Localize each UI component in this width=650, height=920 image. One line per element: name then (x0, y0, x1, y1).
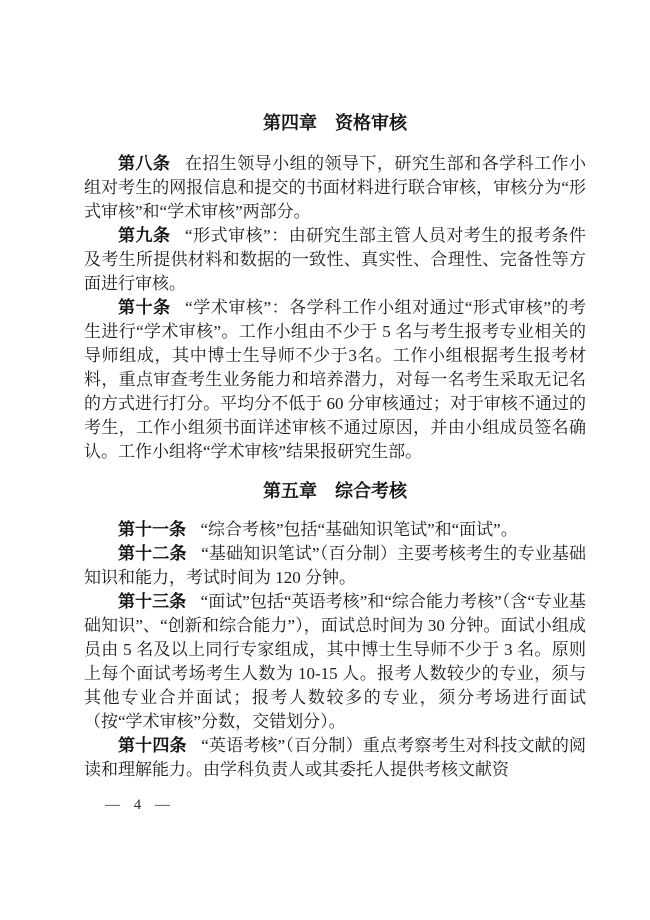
article-14 (84, 734, 586, 782)
article-13-text: “面试”包括“英语考核”和“综合能力考核”（含“专业基础知识”、“创新和综合能力”），面试总时间为 30 分钟。面试小组成员由 5 名及以上同行专家组成，其中博士生导师不少于 3 名。原则上每个面试考场考生人数为 10-15 人。报考人数较少的专业，须与其他专业合并面试；报考人数较多的专业，须分考场进行面试（按“学术审核”分数，交错划分）。 (84, 592, 586, 731)
chapter-4-heading: 第四章 资格审核 (263, 113, 407, 133)
article-12-text: “基础知识笔试”（百分制）主要考核考生的专业基础知识和能力，考试时间为 120 分钟。 (84, 544, 587, 587)
chapter-4-section (84, 111, 586, 464)
article-8-label: 第八条 (118, 154, 171, 173)
article-10-text: “学术审核”：各学科工作小组对通过“形式审核”的考生进行“学术审核”。工作小组由不少于 5 名与考生报考专业相关的导师组成，其中博士生导师不少于3名。工作小组根据考生报考材料，重点审查考生业务能力和培养潜力，对每一名考生采取无记名的方式进行打分。平均分不低于 60 分审核通过；对于审核不通过的考生，工作小组须书面详述审核不通过原因，并由小组成员签名确认。工作小组将“学术审核”结果报研究生部。 (84, 298, 587, 461)
article-12 (84, 542, 586, 590)
article-11-text: “综合考核”包括“基础知识笔试”和“面试”。 (200, 520, 518, 539)
article-11-label: 第十一条 (118, 520, 186, 539)
article-14-text: “英语考核”（百分制）重点考察考生对科技文献的阅读和理解能力。由学科负责人或其委托人提供考核文献资 (84, 736, 587, 779)
article-10 (84, 296, 586, 464)
article-8 (84, 152, 586, 224)
article-10-label: 第十条 (118, 298, 171, 317)
article-13-label: 第十三条 (118, 592, 187, 611)
article-9 (84, 224, 586, 296)
article-14-label: 第十四条 (118, 736, 187, 755)
article-11 (84, 518, 586, 542)
article-9-text: “形式审核”：由研究生部主管人员对考生的报考条件及考生所提供材料和数据的一致性、真实性、合理性、完备性等方面进行审核。 (84, 226, 587, 293)
article-9-label: 第九条 (118, 226, 171, 245)
article-12-label: 第十二条 (118, 544, 187, 563)
chapter-5-heading: 第五章 综合考核 (263, 481, 407, 501)
chapter-5-section (84, 479, 586, 782)
article-8-text: 在招生领导小组的领导下，研究生部和各学科工作小组对考生的网报信息和提交的书面材料进行联合审核，审核分为“形式审核”和“学术审核”两部分。 (84, 154, 587, 221)
page-number: — 4 — (105, 797, 170, 813)
article-13 (84, 590, 586, 734)
